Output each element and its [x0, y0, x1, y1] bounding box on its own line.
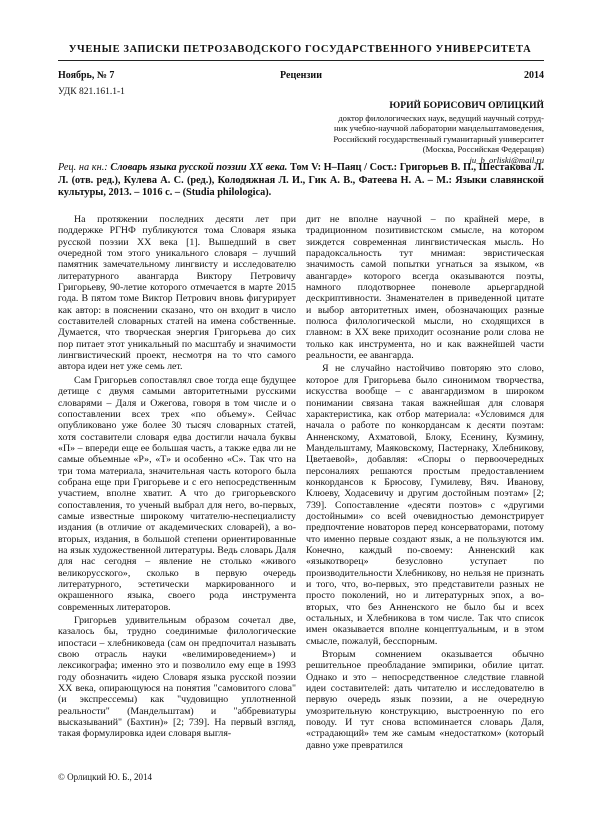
right-text-column: [306, 214, 544, 751]
copyright-note: © Орлицкий Ю. Б., 2014: [58, 772, 153, 782]
author-affiliation-line: Российский государственный гуманитарный университет: [333, 133, 544, 144]
paragraph: Я не случайно настойчиво повторяю это слово, которое для Григорьева было синонимом творчества, искусства вообще – с авангардизмом в широком понимании связана такая важнейшая для словаря характеристика, как отбор материала: «Условимся для начала о работе по конкордансам к десяти поэтам: Анненскому, Ахматовой, Блоку, Есенину, Кузмину, Мандельштаму, Маяковскому, Пастернаку, Хлебникову, Цветаевой», добавляя: «Споры о первоочередных персоналиях решаются простым предоставлением конкордансов к Брюсову, Гумилеву, Вяч. Иванову, Клюеву, Ходасевичу и другим достойным поэтам» [2; 739]. Сопоставление «десяти поэтов» с «другими достойными» со всей очевидностью демонстрирует предпочтение новаторов перед консерваторами, потому что именно первые создают язык, а не пользуются им. Конечно, каждый по-своему: Анненский как «языкотворец» безусловно уступает по производительности Хлебникову, но нельзя не признать и того, что, во-первых, это представители разных не просто поколений, но и литературных эпох, а во-вторых, что без Анненского не было бы и всех остальных, и Хлебникова в том числе. Так что список имен оказывается вполне концептуальным, и в этом смысле, пожалуй, бесспорным.: [306, 363, 544, 647]
paragraph: Григорьев удивительным образом сочетал две, казалось бы, трудно соединимые филологические ипостаси – хлебниковеда (сам он предпочитал называть свою отрасль науки «велимироведением») и лексикографа; именно это и позволило ему еще в 1993 году обозначить «идею Словаря языка русской поэзии XX века, опирающуюся на понятия "самовитого слова" (и экспрессемы) как "чудовищно уплотненной реальности" (Мандельштам) и "аббревиатуры высказываний" (Бахтин)» [2; 739]. На первый взгляд, такая формулировка идеи словаря выгля-: [58, 615, 296, 740]
author-name: ЮРИЙ БОРИСОВИЧ ОРЛИЦКИЙ: [389, 100, 544, 111]
author-affiliation-line: ник учебно-научной лаборатории мандельштамоведения,: [334, 123, 544, 134]
year-label: 2014: [524, 70, 544, 81]
author-block: [294, 101, 544, 166]
issue-label: Ноябрь, № 7: [58, 70, 115, 81]
left-text-column: [58, 214, 296, 740]
citation-title: Словарь языка русской поэзии XX века.: [110, 162, 288, 173]
paragraph: дит не вполне научной – по крайней мере, в традиционном позитивистском смысле, на котором зиждется современная лингвистическая мысль. Но парадоксальность тут мнимая: эвристическая значимость самой попытки угнаться за языком, «в авангарде» которого всегда оказываются поэты, намного плодотворнее поневоле арьергардной дескриптивности. Знаменателен в приведенной цитате и выбор авторитетных имен, обозначающих разные полюса филологической мысли, но сходящихся в главном: в XX веке приходит осознание роли слова не только как инструмента, но и как важнейшей части реальности, ее авангарда.: [306, 214, 544, 362]
paragraph: Сам Григорьев сопоставлял свое тогда еще будущее детище с двумя самыми авторитетными русскими словарями – Даля и Ожегова, говоря в том числе и о сопоставлении всех трех «по объему». Сейчас опубликовано уже более 30 тысяч словарных статей, хотя составители словаря едва достигли начала буквы «П» – впереди еще ее большая часть, а также едва ли не самые объемные «Р», «Т» и особенно «С». Так что на три тома материала, значительная часть которого была собрана еще при Григорьеве и с его непосредственным участием, вполне хватит. А что до григорьевского сопоставления, то ученый выбрал для него, во-первых, самые известные широкому читателю-неспециалисту издания (в отличие от академических словарей), а во-вторых, издания, в большой степени ориентированные на язык художественной литературы. Ведь словарь Даля для нас сегодня – явление не столько «живого великорусского», сколько в первую очередь литературного, эстетически маркированного и окрашенного языка, своего рода инструмента современных литераторов.: [58, 374, 296, 613]
citation-lead: Рец. на кн.:: [58, 162, 108, 173]
author-affiliation-line: (Москва, Российская Федерация): [422, 144, 544, 155]
citation-details: Том V: Н–Паяц / Сост.: Григорьев В. П., Шестакова Л. Л. (отв. ред.), Кулева А. С. (ред.), Колодяжная Л. И., Гик А. В., Фатеева Н. А. – М.: Языки славянской культуры, 2013. – 1016 с. – (Studia philologica).: [58, 162, 545, 198]
paragraph: На протяжении последних десяти лет при поддержке РГНФ публикуются тома Словаря языка русской поэзии XX века [1]. Вышедший в свет очередной том этого уникального словаря – лучший памятник замечательному лингвисту и исследователю литературного авангарда Виктору Петровичу Григорьеву, 90-летие которого отмечается в марте 2015 года. В пятом томе Виктор Петрович вновь фигурирует как автор: в пояснении сказано, что он входит в число составителей словарных статей на имена собственные. Думается, что творческая энергия Григорьева до сих пор питает этот уникальный по масштабу и значимости лингвистический проект, несмотря на то что самого автора идеи нет уже семь лет.: [58, 214, 296, 373]
paragraph: Вторым сомнением оказывается обычно решительное преобладание эмпирики, обилие цитат. Однако и это – непосредственное следствие главной идеи составителей: дать читателю и исследователю в первую очередь язык поэзии, а не очередную умозрительную конструкцию, выстроенную по его поводу. И тут снова вспоминается словарь Даля, «страдающий» тем же самым «недостатком» (который давно уже превратился: [306, 649, 544, 751]
journal-title: УЧЕНЫЕ ЗАПИСКИ ПЕТРОЗАВОДСКОГО ГОСУДАРСТВЕННОГО УНИВЕРСИТЕТА: [68, 44, 532, 55]
author-email: ju_b_orliski@mail.ru: [469, 154, 544, 165]
author-affiliation-line: доктор филологических наук, ведущий научный сотруд-: [338, 112, 544, 123]
header-divider: [58, 60, 544, 61]
review-citation: [58, 162, 544, 200]
section-label: Рецензии: [280, 70, 322, 81]
udc-code: УДК 821.161.1-1: [58, 87, 125, 97]
